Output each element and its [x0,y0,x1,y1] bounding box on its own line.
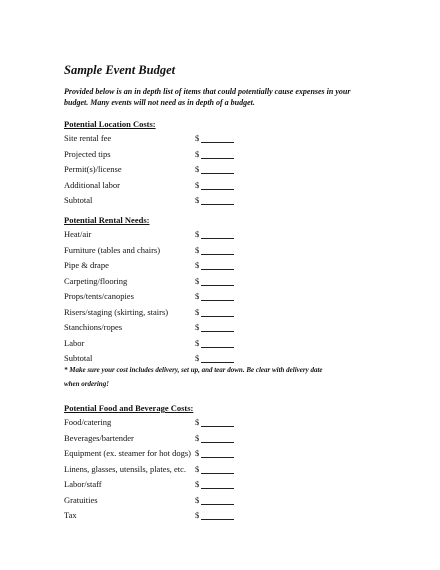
item-label: Food/catering [64,417,112,427]
budget-row [64,243,384,259]
dollar-sign: $ [195,494,200,505]
delivery-note [64,363,394,391]
dollar-sign: $ [195,337,200,348]
budget-row [64,415,384,431]
amount-blank[interactable] [201,488,234,489]
item-label: Additional labor [64,179,120,190]
amount-blank[interactable] [201,300,234,301]
budget-row [64,508,384,524]
item-label: Labor [64,337,85,348]
budget-row [64,493,384,509]
item-label: Projected tips [64,148,111,159]
item-label: Beverages/bartender [64,432,134,443]
amount-blank[interactable] [201,269,234,270]
page-title: Sample Event Budget [64,63,176,77]
budget-row [64,274,384,290]
item-label: Subtotal [64,353,93,363]
dollar-sign: $ [195,353,200,363]
item-label: Props/tents/canopies [64,291,134,301]
intro-paragraph [64,86,394,108]
amount-blank[interactable] [201,189,234,190]
item-label: Site rental fee [64,133,112,143]
budget-row [64,227,384,243]
item-label: Tax [64,510,77,520]
note-line: when ordering! [64,380,109,388]
budget-row [64,336,384,352]
dollar-sign: $ [195,260,200,270]
budget-row [64,193,384,209]
item-label: Permit(s)/license [64,164,122,174]
amount-blank[interactable] [201,254,234,255]
dollar-sign: $ [195,322,200,332]
budget-row [64,320,384,336]
amount-blank[interactable] [201,285,234,286]
dollar-sign: $ [195,229,200,239]
item-label: Furniture (tables and chairs) [64,244,161,255]
item-label: Linens, glasses, utensils, plates, etc. [64,463,187,474]
dollar-sign: $ [195,195,200,205]
dollar-sign: $ [195,275,200,286]
item-label: Pipe & drape [64,260,109,270]
amount-blank[interactable] [201,204,234,205]
amount-blank[interactable] [201,442,234,443]
dollar-sign: $ [195,510,200,520]
item-label: Heat/air [64,229,92,239]
item-label: Risers/staging (skirting, stairs) [64,306,169,317]
amount-blank[interactable] [201,158,234,159]
dollar-sign: $ [195,417,200,427]
dollar-sign: $ [195,479,200,489]
amount-blank[interactable] [201,504,234,505]
budget-row [64,258,384,274]
dollar-sign: $ [195,133,200,143]
budget-row [64,462,384,478]
budget-row [64,178,384,194]
amount-blank[interactable] [201,173,234,174]
section-heading: Potential Location Costs: [64,119,156,129]
budget-row [64,431,384,447]
dollar-sign: $ [195,432,200,443]
section-rental-needs [64,213,384,367]
dollar-sign: $ [195,244,200,255]
budget-row [64,446,384,462]
item-label: Stanchions/ropes [64,322,123,332]
dollar-sign: $ [195,463,200,474]
section-location-costs [64,117,384,209]
item-label: Subtotal [64,195,93,205]
dollar-sign: $ [195,148,200,159]
amount-blank[interactable] [201,238,234,239]
budget-row [64,477,384,493]
note-line: * Make sure your cost includes delivery, set up, and tear down. Be clear with delivery date [64,366,323,374]
item-label: Gratuities [64,494,98,505]
budget-row [64,305,384,321]
intro-line: Provided below is an in depth list of items that could potentially cause expenses in your [64,87,351,96]
budget-row [64,147,384,163]
budget-row [64,162,384,178]
intro-line: budget. Many events will not need as in depth of a budget. [64,98,255,107]
section-food-beverage-costs [64,401,384,524]
section-heading: Potential Food and Beverage Costs: [64,403,194,413]
budget-row [64,289,384,305]
amount-blank[interactable] [201,347,234,348]
amount-blank[interactable] [201,331,234,332]
item-label: Carpeting/flooring [64,275,128,286]
dollar-sign: $ [195,306,200,317]
amount-blank[interactable] [201,473,234,474]
section-heading: Potential Rental Needs: [64,215,150,225]
amount-blank[interactable] [201,316,234,317]
amount-blank[interactable] [201,519,234,520]
amount-blank[interactable] [201,142,234,143]
dollar-sign: $ [195,291,200,301]
item-label: Equipment (ex. steamer for hot dogs) [64,448,191,458]
amount-blank[interactable] [201,457,234,458]
dollar-sign: $ [195,164,200,174]
item-label: Labor/staff [64,479,102,489]
dollar-sign: $ [195,448,200,458]
amount-blank[interactable] [201,426,234,427]
budget-row [64,131,384,147]
dollar-sign: $ [195,179,200,190]
